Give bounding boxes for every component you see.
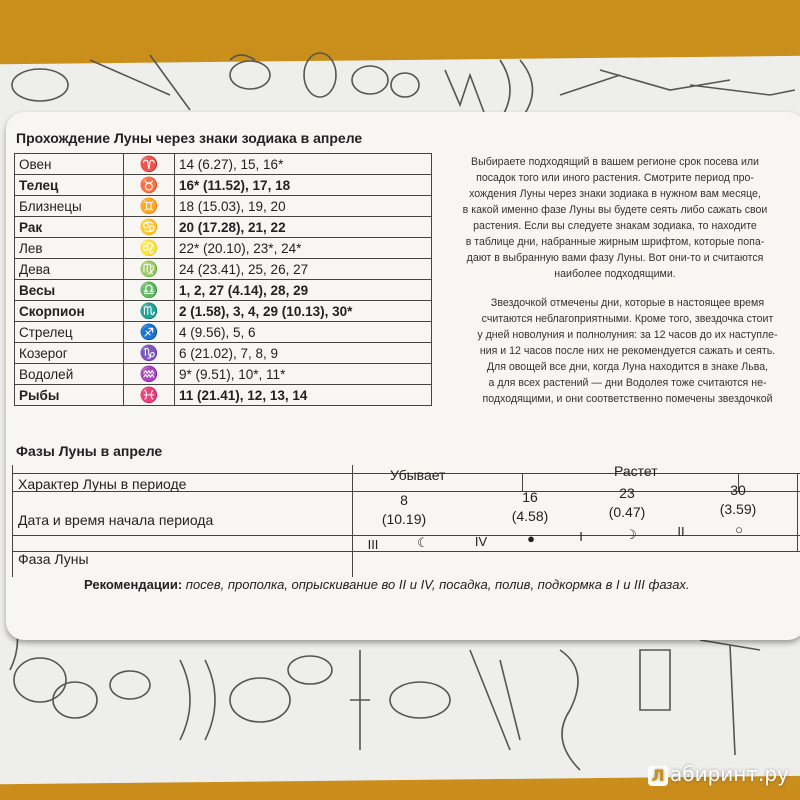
grid-line xyxy=(12,551,800,552)
zodiac-sign-name: Рыбы xyxy=(15,385,124,406)
zodiac-days: 9* (9.51), 10*, 11* xyxy=(175,364,432,385)
zodiac-row xyxy=(15,238,432,259)
zodiac-sign-name: Овен xyxy=(15,154,124,175)
zodiac-table-title: Прохождение Луны через знаки зодиака в апреле xyxy=(16,130,363,146)
zodiac-days: 6 (21.02), 7, 8, 9 xyxy=(175,343,432,364)
zodiac-sign-name: Скорпион xyxy=(15,301,124,322)
period-time: (0.47) xyxy=(608,504,646,520)
asterisk-line: ния и 12 часов после них не рекомендуется сажать и сеять. xyxy=(479,345,776,357)
intro-line: наиболее подходящими. xyxy=(554,268,676,280)
zodiac-days: 22* (20.10), 23*, 24* xyxy=(175,238,432,259)
phase-row-label: Фаза Луны xyxy=(18,551,89,567)
period-time: (4.58) xyxy=(511,508,549,524)
zodiac-symbol-icon: ♊ xyxy=(124,196,175,217)
zodiac-sign-name: Водолей xyxy=(15,364,124,385)
zodiac-symbol-icon: ♑ xyxy=(124,343,175,364)
phase-mark-ii: II xyxy=(677,524,685,539)
date-row-label: Дата и время начала периода xyxy=(18,512,214,528)
period-day: 8 xyxy=(400,492,408,508)
intro-line: растения. Если вы следуете знакам зодиака, то находите xyxy=(473,220,757,232)
recommendation-label: Рекомендации: xyxy=(84,577,183,592)
intro-paragraph xyxy=(445,154,785,282)
grid-line xyxy=(12,465,13,577)
moon-phases-title: Фазы Луны в апреле xyxy=(16,443,163,459)
asterisk-line: у дней новолуния и полнолуния: за 12 часов до их наступле- xyxy=(477,329,778,341)
zodiac-days: 1, 2, 27 (4.14), 28, 29 xyxy=(175,280,432,301)
phase-mark-i: I xyxy=(579,529,583,544)
zodiac-sign-name: Телец xyxy=(15,175,124,196)
intro-line: дают в выбранную вами фазу Луны. Вот они-то и считаются xyxy=(466,252,764,264)
asterisk-line: подходящими, и они соответственно помечены звездочкой xyxy=(482,393,773,405)
waxing-label: Растет xyxy=(614,463,658,479)
zodiac-days: 2 (1.58), 3, 4, 29 (10.13), 30* xyxy=(175,301,432,322)
zodiac-sign-name: Дева xyxy=(15,259,124,280)
zodiac-sign-name: Стрелец xyxy=(15,322,124,343)
intro-line: посадок того или иного растения. Смотрите период про- xyxy=(476,172,754,184)
recommendation-text: посев, прополка, опрыскивание во II и IV, посадка, полив, подкормка в I и III фазах. xyxy=(182,577,690,592)
zodiac-symbol-icon: ♌ xyxy=(124,238,175,259)
zodiac-symbol-icon: ♏ xyxy=(124,301,175,322)
zodiac-days: 11 (21.41), 12, 13, 14 xyxy=(175,385,432,406)
zodiac-sign-name: Близнецы xyxy=(15,196,124,217)
intro-line: в таблице дни, набранные жирным шрифтом, которые попа- xyxy=(465,236,765,248)
zodiac-row xyxy=(15,301,432,322)
asterisk-line: Звездочкой отмечены дни, которые в настоящее время xyxy=(490,297,765,309)
waning-label: Убывает xyxy=(390,467,446,483)
zodiac-sign-name: Весы xyxy=(15,280,124,301)
zodiac-symbol-icon: ♎ xyxy=(124,280,175,301)
zodiac-sign-name: Козерог xyxy=(15,343,124,364)
zodiac-days: 14 (6.27), 15, 16* xyxy=(175,154,432,175)
zodiac-days: 20 (17.28), 21, 22 xyxy=(175,217,432,238)
labirint-logo-icon: Л xyxy=(648,766,668,786)
moon-waxing-icon: ☽ xyxy=(625,527,637,542)
zodiac-row xyxy=(15,280,432,301)
zodiac-symbol-icon: ♈ xyxy=(124,154,175,175)
character-row-label: Характер Луны в периоде xyxy=(18,476,187,492)
intro-line: Выбираете подходящий в вашем регионе срок посева или xyxy=(471,156,759,168)
phase-mark-iv: IV xyxy=(474,534,488,549)
zodiac-sign-name: Лев xyxy=(15,238,124,259)
period-day: 30 xyxy=(730,482,746,498)
period-time: (10.19) xyxy=(381,511,427,527)
period-time: (3.59) xyxy=(719,501,757,517)
zodiac-row xyxy=(15,343,432,364)
zodiac-days: 4 (9.56), 5, 6 xyxy=(175,322,432,343)
zodiac-days: 18 (15.03), 19, 20 xyxy=(175,196,432,217)
zodiac-table xyxy=(14,153,432,406)
labirint-watermark xyxy=(648,762,789,786)
grid-line xyxy=(352,465,353,577)
intro-line: в какой именно фазе Луны вы будете сеять либо сажать свои xyxy=(462,204,768,216)
zodiac-symbol-icon: ♓ xyxy=(124,385,175,406)
zodiac-row xyxy=(15,196,432,217)
zodiac-symbol-icon: ♍ xyxy=(124,259,175,280)
watermark-text: абиринт.ру xyxy=(670,762,789,786)
zodiac-row xyxy=(15,322,432,343)
zodiac-row xyxy=(15,364,432,385)
zodiac-row xyxy=(15,154,432,175)
zodiac-symbol-icon: ♐ xyxy=(124,322,175,343)
asterisk-line: а для всех растений — дни Водолея тоже считаются не- xyxy=(488,377,767,389)
new-moon-icon: ● xyxy=(527,531,535,546)
zodiac-symbol-icon: ♉ xyxy=(124,175,175,196)
period-day: 16 xyxy=(522,489,538,505)
zodiac-days: 16* (11.52), 17, 18 xyxy=(175,175,432,196)
zodiac-days: 24 (23.41), 25, 26, 27 xyxy=(175,259,432,280)
zodiac-row xyxy=(15,175,432,196)
asterisk-paragraph xyxy=(455,295,800,407)
period-day: 23 xyxy=(619,485,635,501)
moon-waning-icon: ☾ xyxy=(417,535,429,550)
intro-line: хождения Луны через знаки зодиака в нужном вам месяце, xyxy=(469,188,761,200)
asterisk-line: считаются неблагоприятными. Кроме того, звездочка стоит xyxy=(481,313,774,325)
zodiac-sign-name: Рак xyxy=(15,217,124,238)
full-moon-icon: ○ xyxy=(735,522,743,537)
phase-mark-iii: III xyxy=(367,537,379,552)
zodiac-symbol-icon: ♒ xyxy=(124,364,175,385)
grid-line xyxy=(797,473,798,551)
zodiac-row xyxy=(15,259,432,280)
zodiac-symbol-icon: ♋ xyxy=(124,217,175,238)
zodiac-row xyxy=(15,385,432,406)
recommendation xyxy=(84,577,690,592)
asterisk-line: Для овощей все дни, когда Луна находится в знаке Льва, xyxy=(486,361,769,373)
zodiac-row xyxy=(15,217,432,238)
